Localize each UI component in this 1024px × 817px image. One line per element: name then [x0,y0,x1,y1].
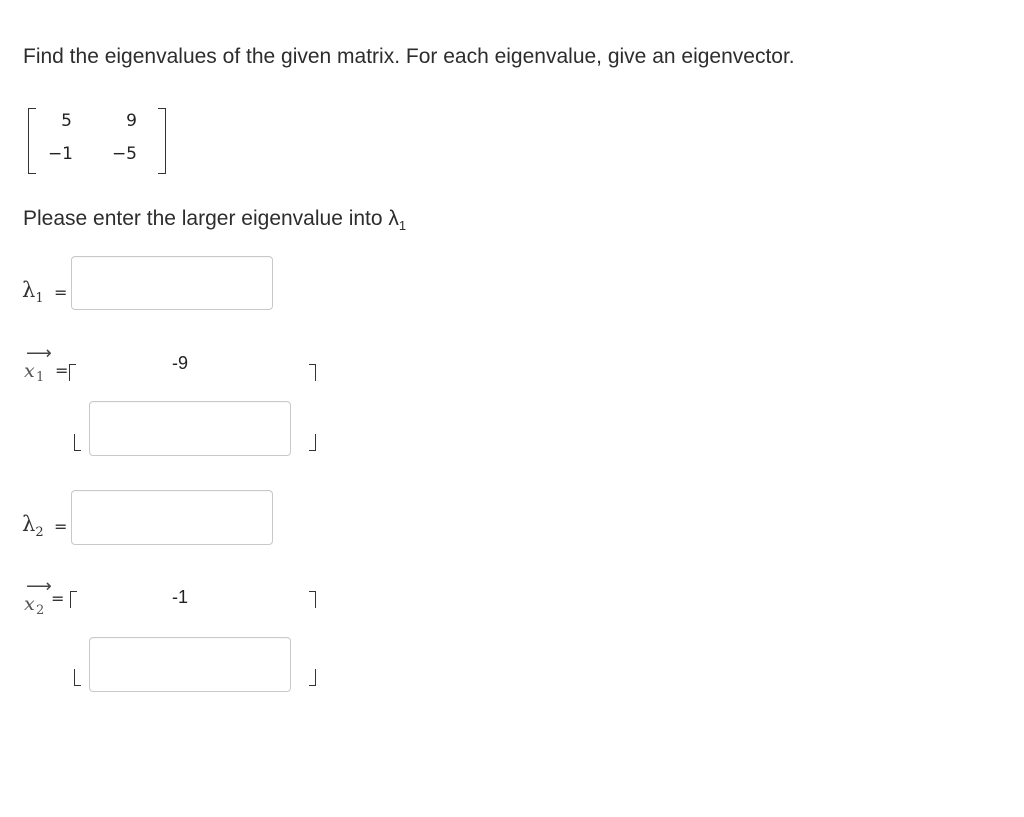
vector2-bottom-input[interactable] [89,637,291,692]
vector2-label [24,576,54,625]
lambda2-subscript: 2 [35,525,44,541]
lambda1-label [22,278,44,306]
vector2-equals: = [51,589,65,608]
lambda2-label [22,512,44,540]
lambda1-subscript: 1 [35,291,44,307]
matrix-cell-r1c1: 5 [61,111,72,131]
vector2-symbol: x [24,593,35,615]
vector1-left-bracket-top [69,364,76,381]
vector2-right-bracket-bottom [309,669,316,686]
instruction-text [23,207,406,233]
vector-arrow-icon: ⟶ [26,576,52,597]
vector2-left-bracket-top [70,591,77,608]
question-text: Find the eigenvalues of the given matrix. For each eigenvalue, give an eigenvector. [23,45,795,68]
vector2-subscript: 2 [36,603,45,618]
matrix-cell-r1c2: 9 [126,111,137,131]
lambda2-input[interactable] [71,490,273,545]
vector1-right-bracket-bottom [309,434,316,451]
lambda1-equals: = [54,283,68,302]
vector1-top-entry: -9 [172,353,189,373]
matrix-right-bracket [158,108,166,174]
vector1-bottom-input[interactable] [89,401,291,456]
matrix-left-bracket [28,108,36,174]
instruction-subscript: 1 [398,218,407,234]
vector2-top-entry: -1 [172,587,189,607]
vector1-left-bracket-bottom [74,434,81,451]
vector1-label [24,343,54,392]
vector1-subscript: 1 [36,370,45,385]
matrix-cell-r2c1: −1 [47,144,73,164]
vector1-symbol: x [24,360,35,382]
vector2-left-bracket-bottom [74,669,81,686]
instruction-label: Please enter the larger eigenvalue into λ [23,207,399,230]
lambda1-symbol: λ [22,278,36,302]
vector1-right-bracket-top [309,364,316,381]
lambda1-input[interactable] [71,256,273,310]
lambda2-symbol: λ [22,512,36,536]
vector-arrow-icon: ⟶ [26,343,52,364]
matrix-cell-r2c2: −5 [111,144,137,164]
lambda2-equals: = [54,517,68,536]
vector2-right-bracket-top [309,591,316,608]
vector1-equals: = [55,361,69,380]
matrix [28,108,166,174]
